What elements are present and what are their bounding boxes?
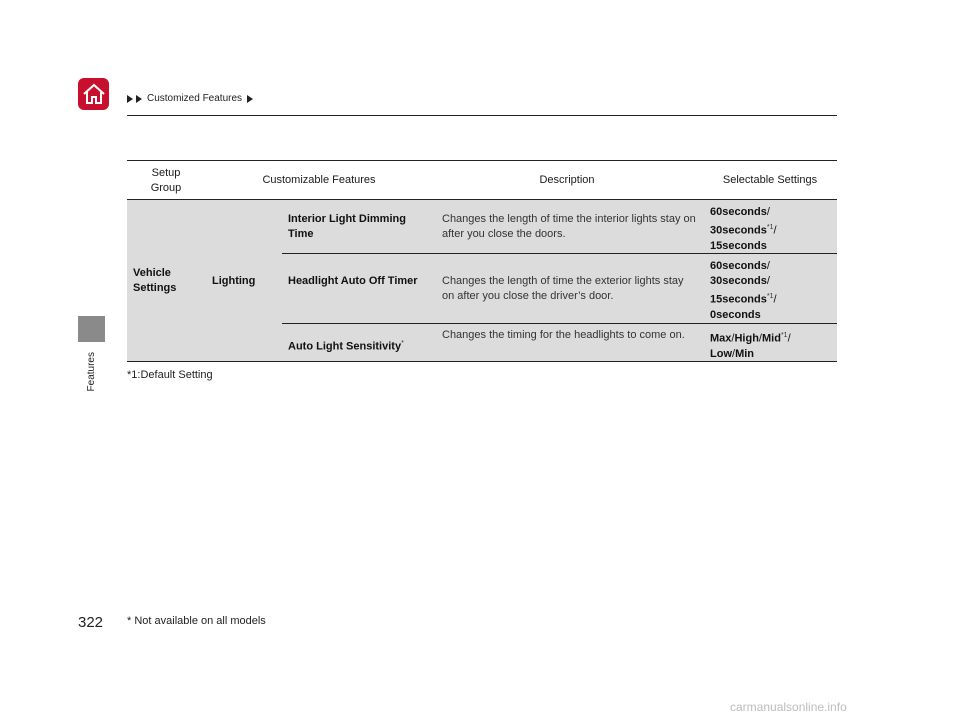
- setting-separator: /: [787, 332, 791, 345]
- settings-cell: [710, 259, 830, 323]
- setting-value: Max: [710, 332, 732, 345]
- settings-cell: [710, 205, 830, 254]
- default-mark: *1: [766, 293, 774, 300]
- row-divider: [282, 323, 837, 324]
- breadcrumb-arrow-icon: [127, 95, 133, 103]
- setting-separator: /: [773, 224, 777, 237]
- setting-value: Mid: [761, 332, 781, 345]
- column-header-selectable-settings: Selectable Settings: [722, 174, 818, 186]
- availability-footnote: * Not available on all models: [127, 615, 266, 627]
- setting-value: Min: [735, 347, 755, 360]
- availability-mark: *: [401, 340, 404, 347]
- house-icon: [82, 83, 106, 105]
- settings-cell: [710, 328, 830, 362]
- breadcrumb-link[interactable]: Customized Features: [147, 93, 243, 104]
- setting-value: 30seconds: [710, 275, 767, 287]
- table-top-rule: [127, 160, 837, 161]
- description-cell: Changes the timing for the headlights to come on.: [442, 329, 685, 341]
- setting-value: 0seconds: [710, 308, 761, 321]
- section-label: Features: [86, 352, 97, 392]
- setting-separator: /: [773, 293, 777, 306]
- setting-separator: /: [758, 332, 762, 345]
- description-cell: Changes the length of time the exterior lights stay on after you close the driver’s door.: [442, 275, 684, 302]
- setting-value: High: [734, 332, 759, 345]
- feature-cell: Interior Light Dimming Time: [288, 213, 406, 240]
- breadcrumb-arrow-icon: [247, 95, 253, 103]
- setting-separator: /: [731, 332, 735, 345]
- column-header-setup-group: Setup Group: [150, 167, 182, 194]
- breadcrumb: [127, 93, 253, 104]
- setting-value: Low: [710, 347, 732, 360]
- default-mark: *1: [766, 224, 774, 231]
- setting-value: 60seconds: [710, 206, 767, 218]
- column-header-description: Description: [539, 174, 595, 186]
- feature-cell: Headlight Auto Off Timer: [288, 275, 418, 287]
- setting-separator: /: [766, 275, 770, 287]
- setting-separator: /: [766, 260, 770, 272]
- breadcrumb-arrow-icon: [136, 95, 142, 103]
- watermark: carmanualsonline.info: [730, 700, 847, 714]
- setup-group-cell: Vehicle Settings: [133, 267, 177, 294]
- default-setting-footnote: *1:Default Setting: [127, 369, 213, 381]
- default-mark: *1: [780, 332, 788, 339]
- setting-separator: /: [766, 206, 770, 218]
- section-tab[interactable]: [78, 316, 105, 342]
- feature-cell: [288, 336, 438, 355]
- setting-separator: /: [732, 347, 736, 360]
- setting-value: 60seconds: [710, 260, 767, 272]
- feature-label: Auto Light Sensitivity: [288, 340, 402, 353]
- header-divider: [127, 115, 837, 116]
- column-header-customizable-features: Customizable Features: [262, 174, 376, 186]
- setting-value: 15seconds: [710, 293, 767, 306]
- page-number: 322: [78, 614, 104, 631]
- description-cell: Changes the length of time the interior lights stay on after you close the doors.: [442, 213, 696, 240]
- home-button[interactable]: [78, 78, 109, 110]
- setting-value: 15seconds: [710, 239, 767, 252]
- setting-value: 30seconds: [710, 224, 767, 237]
- setup-subgroup-cell: Lighting: [212, 275, 256, 287]
